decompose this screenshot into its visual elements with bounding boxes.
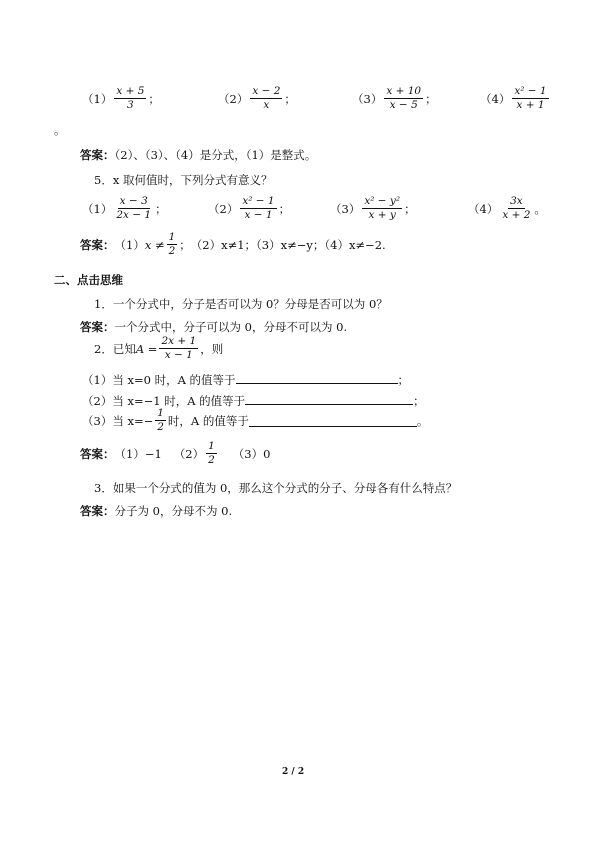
item-label: （1） (82, 201, 113, 216)
fraction (512, 86, 548, 111)
question-prefix: 2．已知 (94, 341, 136, 356)
denominator: 3 (127, 99, 134, 112)
q4-item-3 (352, 86, 437, 111)
sub-text: （2）当 x=−1 时，A 的值等于 (82, 394, 246, 408)
numerator: 1 (167, 232, 178, 245)
q2-sub-1 (82, 371, 409, 388)
fraction (500, 196, 532, 221)
sub-prefix: （3）当 x=− (82, 413, 154, 428)
sub-suffix: 时，A 的值等于 (167, 413, 249, 428)
sub-end: 。 (416, 413, 429, 428)
fraction (155, 408, 166, 433)
item-tail: ； (284, 91, 296, 106)
q5-item-4 (468, 196, 546, 221)
denominator: x − 1 (244, 209, 273, 222)
answer-text: （2）、（3）、（4）是分式，（1）是整式。 (114, 148, 317, 162)
denominator: 2 (208, 454, 215, 467)
denominator: x (263, 99, 270, 112)
q4-item-4 (480, 86, 551, 111)
denominator: x + y (368, 209, 396, 222)
numerator: 1 (206, 441, 217, 454)
answer-part-1: （1）−1 (114, 446, 162, 461)
question-5: 5．x 取何值时，下列分式有意义？ (94, 173, 273, 187)
item-label: （2） (218, 91, 249, 106)
answer-1 (80, 147, 316, 163)
fraction (114, 86, 146, 111)
answer-text: 分子为 0，分母不为 0. (114, 504, 233, 518)
answer-label: 答案： (80, 320, 115, 334)
answer-2 (80, 232, 386, 257)
answer-blank (245, 392, 413, 405)
item-tail: ； (148, 91, 160, 106)
item-label: （4） (480, 91, 511, 106)
denominator: 2 (168, 245, 176, 258)
answer-5 (80, 503, 232, 519)
answer-part-1-prefix: （1） (114, 237, 145, 252)
sub-end: ； (413, 394, 425, 408)
fraction (362, 196, 402, 221)
numerator: x² − y² (362, 196, 402, 209)
item-label: （2） (208, 201, 239, 216)
numerator: x + 5 (114, 86, 146, 99)
item-label: （4） (468, 201, 499, 216)
numerator: x + 10 (384, 86, 423, 99)
denominator: x − 1 (164, 349, 193, 362)
numerator: 2x + 1 (159, 336, 198, 349)
answer-label: 答案： (80, 504, 115, 518)
sub-end: ； (397, 373, 410, 387)
q5-item-3 (330, 196, 416, 221)
question-suffix: ，则 (200, 341, 224, 356)
fraction (206, 441, 217, 466)
answer-part-1-tail: ； (179, 237, 191, 252)
answer-label: 答案： (80, 237, 115, 252)
question-2 (94, 336, 223, 361)
question-1: 1．一个分式中，分子是否可以为 0？分母是否可以为 0？ (94, 297, 388, 311)
answer-3 (80, 319, 347, 335)
numerator: x − 2 (250, 86, 282, 99)
denominator: x + 2 (502, 209, 531, 222)
item-tail: ； (155, 201, 167, 216)
denominator: x − 5 (389, 99, 418, 112)
page-number: 2 / 2 (282, 767, 305, 777)
fraction (240, 196, 276, 221)
variable: A = (135, 341, 158, 356)
fraction (384, 86, 423, 111)
answer-label: 答案： (80, 446, 115, 461)
numerator: x² − 1 (512, 86, 548, 99)
answer-text: 一个分式中，分子可以为 0，分母不可以为 0. (114, 320, 348, 334)
section-heading: 二、点击思维 (54, 273, 123, 287)
denominator: 2 (157, 421, 164, 434)
answer-part-1-var: x ≠ (144, 237, 165, 252)
denominator: 2x − 1 (116, 209, 152, 222)
item-label: （3） (330, 201, 361, 216)
q2-sub-3 (82, 408, 428, 433)
fraction (250, 86, 282, 111)
sub-text: （1）当 x=0 时，A 的值等于 (82, 373, 236, 387)
fraction (159, 336, 198, 361)
item-label: （1） (82, 91, 113, 106)
numerator: x² − 1 (240, 196, 276, 209)
answer-blank (249, 414, 417, 427)
answer-rest: （2）x≠1；（3）x≠−y；（4）x≠−2. (190, 237, 386, 252)
denominator: x + 1 (516, 99, 545, 112)
answer-blank (236, 371, 398, 384)
q2-sub-2 (82, 392, 425, 409)
item-label: （3） (352, 91, 383, 106)
q4-item-2 (218, 86, 296, 111)
q5-item-2 (208, 196, 290, 221)
numerator: x − 3 (118, 196, 150, 209)
item-tail: ； (425, 91, 437, 106)
q4-item-1 (82, 86, 160, 111)
answer-4 (80, 441, 270, 466)
fraction (167, 232, 178, 257)
numerator: 3x (508, 196, 525, 209)
item-tail: ； (404, 201, 416, 216)
q5-item-1 (82, 196, 167, 221)
numerator: 1 (155, 408, 166, 421)
item-tail: ； (278, 201, 291, 216)
question-3: 3．如果一个分式的值为 0，那么这个分式的分子、分母各有什么特点？ (94, 481, 458, 495)
fraction (114, 196, 153, 221)
trailing-mark: 。 (54, 123, 66, 137)
answer-part-2-prefix: （2） (173, 446, 205, 461)
answer-part-3: （3）0 (232, 446, 271, 461)
item-tail: 。 (534, 201, 546, 216)
answer-label: 答案： (80, 148, 115, 162)
